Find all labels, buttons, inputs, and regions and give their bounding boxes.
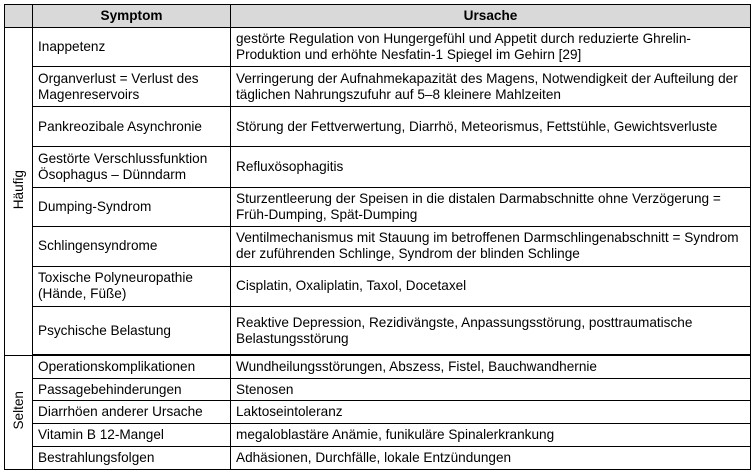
table-row [5, 266, 751, 306]
cause-cell: gestörte Regulation von Hungergefühl und Appetit durch reduzierte Ghrelin-Produktion und erhöhte Nesfatin-1 Spiegel im Gehirn [29] [231, 28, 751, 67]
table-row [5, 355, 751, 378]
table-row [5, 227, 751, 266]
symptom-cell: Passagebehinderungen [33, 378, 231, 401]
table-row [5, 28, 751, 67]
cause-cell: Cisplatin, Oxaliplatin, Taxol, Docetaxel [231, 266, 751, 306]
symptom-cell: Inappetenz [33, 28, 231, 67]
table-row [5, 424, 751, 447]
table-row [5, 106, 751, 146]
cause-cell: Ventilmechanismus mit Stauung im betroffenen Darmschlingenabschnitt = Syndrom der zuführenden Schlinge, Syndrom der blinden Schlinge [231, 227, 751, 266]
symptom-cell: Toxische Polyneuropathie (Hände, Füße) [33, 266, 231, 306]
header-blank-cell [5, 5, 33, 28]
cause-cell: Refluxösophagitis [231, 147, 751, 187]
symptom-table [4, 4, 751, 470]
cause-cell: Laktoseintoleranz [231, 401, 751, 424]
cause-cell: Sturzentleerung der Speisen in die distalen Darmabschnitte ohne Verzögerung = Früh-Dumping, Spät-Dumping [231, 187, 751, 226]
header-cause: Ursache [231, 5, 751, 28]
table-row [5, 447, 751, 470]
cause-cell: megaloblastäre Anämie, funikuläre Spinalerkrankung [231, 424, 751, 447]
table-row [5, 67, 751, 106]
table-row [5, 401, 751, 424]
symptom-cell: Psychische Belastung [33, 307, 231, 356]
symptom-cell: Bestrahlungsfolgen [33, 447, 231, 470]
cause-cell: Adhäsionen, Durchfälle, lokale Entzündungen [231, 447, 751, 470]
header-row [5, 5, 751, 28]
symptom-cell: Schlingensyndrome [33, 227, 231, 266]
cause-cell: Reaktive Depression, Rezidivängste, Anpassungsstörung, posttraumatische Belastungsstörung [231, 307, 751, 356]
symptom-cell: Pankreozibale Asynchronie [33, 106, 231, 146]
symptom-cell: Operationskomplikationen [33, 355, 231, 378]
group-label-cell [5, 355, 33, 469]
cause-cell: Wundheilungsstörungen, Abszess, Fistel, Bauchwandhernie [231, 355, 751, 378]
group-label-selten: Selten [10, 391, 26, 430]
table-row [5, 378, 751, 401]
table-row [5, 187, 751, 226]
symptom-cell: Vitamin B 12-Mangel [33, 424, 231, 447]
cause-cell: Störung der Fettverwertung, Diarrhö, Meteorismus, Fettstühle, Gewichtsverluste [231, 106, 751, 146]
symptom-cell: Gestörte Verschlussfunktion Ösophagus – Dünndarm [33, 147, 231, 187]
cause-cell: Verringerung der Aufnahmekapazität des Magens, Notwendigkeit der Aufteilung der täglichen Nahrungszufuhr auf 5–8 kleinere Mahlzeiten [231, 67, 751, 106]
cause-cell: Stenosen [231, 378, 751, 401]
table-row [5, 307, 751, 356]
symptom-cell: Dumping-Syndrom [33, 187, 231, 226]
symptom-cell: Organverlust = Verlust des Magenreservoirs [33, 67, 231, 106]
symptom-cell: Diarrhöen anderer Ursache [33, 401, 231, 424]
table-row [5, 147, 751, 187]
table-body [5, 28, 751, 470]
header-symptom: Symptom [33, 5, 231, 28]
group-label-haeufig: Häufig [10, 169, 26, 210]
group-label-cell [5, 28, 33, 356]
